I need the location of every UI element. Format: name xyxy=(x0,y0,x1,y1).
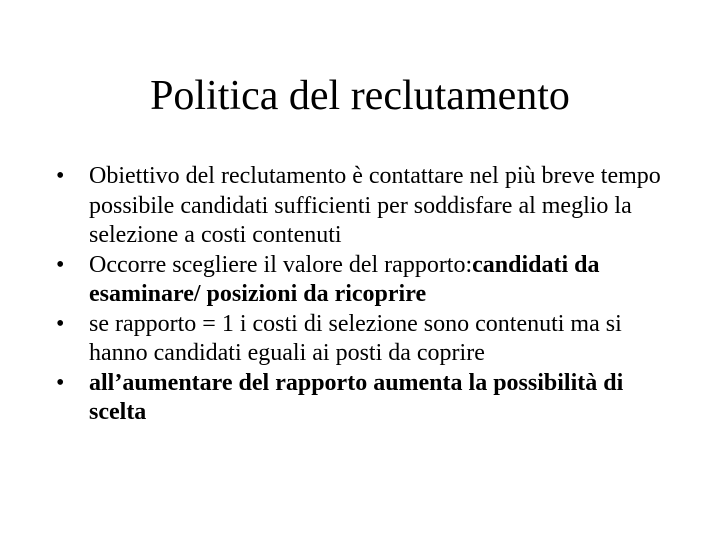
bullet-item-2 xyxy=(56,251,676,310)
bullet-list xyxy=(56,162,676,428)
bullet-text: Obiettivo del reclutamento è contattare nel più breve tempo possibile candidati sufficienti per soddisfare al meglio la selezione a costi contenuti xyxy=(89,163,661,248)
bullet-marker: • xyxy=(56,310,65,337)
bullet-text: Occorre scegliere il valore del rapporto: xyxy=(89,251,473,278)
bullet-text-bold: all’aumentare del rapporto aumenta la possibilità di scelta xyxy=(89,369,624,425)
bullet-item-3 xyxy=(56,310,676,369)
bullet-text-bold: candidati da esaminare/ posizioni da ricoprire xyxy=(89,251,600,307)
bullet-item-1 xyxy=(56,162,676,251)
bullet-marker: • xyxy=(56,251,65,278)
bullet-marker: • xyxy=(56,369,65,396)
slide-title: Politica del reclutamento xyxy=(150,73,570,119)
bullet-marker: • xyxy=(56,163,65,189)
bullet-item-4 xyxy=(56,369,676,428)
bullet-text: se rapporto = 1 i costi di selezione sono contenuti ma si hanno candidati eguali ai posti da coprire xyxy=(89,310,622,366)
